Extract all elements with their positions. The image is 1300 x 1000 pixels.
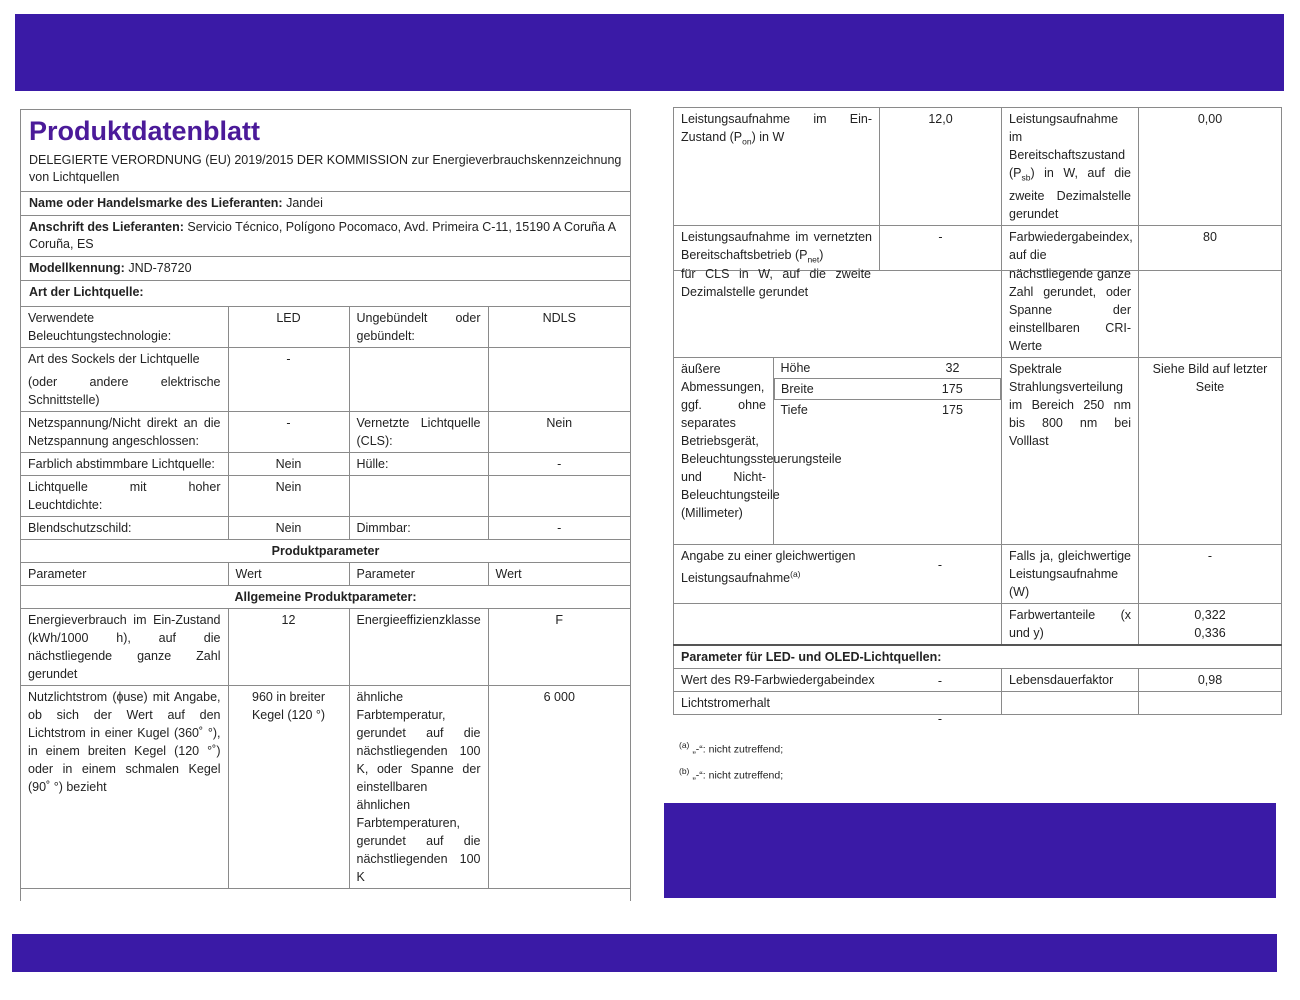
right-banner xyxy=(664,803,1276,898)
row-value: Nein xyxy=(488,412,630,453)
dimension-value: 175 xyxy=(942,403,963,417)
row-label: Energieverbrauch im Ein-Zustand (kWh/1000 h), auf die nächstliegende ganze Zahl gerundet xyxy=(21,609,228,686)
r9-value: - xyxy=(937,674,943,688)
dimension-name: Tiefe xyxy=(780,403,808,417)
model-row xyxy=(21,256,630,280)
row-label: Vernetzte Lichtquelle (CLS): xyxy=(349,412,488,453)
label-text: ) in W, auf die zweite Dezimalstelle gerundet xyxy=(1009,166,1131,221)
section-heading-row xyxy=(21,540,630,563)
row-value xyxy=(488,348,630,412)
footnote xyxy=(679,761,783,787)
row-label xyxy=(674,604,1002,646)
row-label: Farbwiedergabeindex, auf die xyxy=(1002,225,1139,271)
row-label xyxy=(21,348,228,412)
dimensions-subtable xyxy=(774,358,1001,420)
table-row xyxy=(21,609,630,686)
row-label: Spektrale Strahlungsverteilung im Bereich 250 nm bis 800 nm bei Volllast xyxy=(1002,358,1139,545)
row-value: - xyxy=(228,348,349,412)
label-text: ) in W xyxy=(751,130,785,144)
table-row xyxy=(21,412,630,453)
table-row xyxy=(21,348,630,412)
table-row xyxy=(674,263,1282,358)
column-header: Wert xyxy=(228,563,349,586)
footnote xyxy=(679,735,783,761)
row-label-line: Art des Sockels der Lichtquelle xyxy=(28,352,200,366)
light-type-table xyxy=(21,306,630,889)
page-title: Produktdatenblatt xyxy=(29,116,261,146)
address-value: Servicio Técnico, Polígono Pocomaco, Avd. Primeira C-11, 15190 A Coruña A Coruña, ES xyxy=(29,220,616,251)
chroma-x: 0,322 xyxy=(1194,608,1226,622)
table-row xyxy=(21,517,630,540)
row-value: 960 in breiter Kegel (120 °) xyxy=(228,686,349,889)
label-text: Angabe zu einer gleichwertigen Leistungsaufnahme xyxy=(681,549,856,586)
row-value: - xyxy=(488,453,630,476)
label-text: Leistungsaufnahme im Bereitschaftszustand (P xyxy=(1009,112,1126,180)
dimension-name: Höhe xyxy=(780,361,811,375)
table-row xyxy=(674,108,1282,226)
footnote-mark: (a) xyxy=(790,569,801,579)
address-label: Anschrift des Lieferanten: xyxy=(29,220,184,234)
row-label: Nutzlichtstrom (ɸuse) mit Angabe, ob sich der Wert auf den Lichtstrom in einer Kugel (360˚ °), in einem breiten Kegel (120 °˚) oder in einem schmalen Kegel (90˚ °) bezieht xyxy=(21,686,228,889)
dimension-row xyxy=(775,358,1001,379)
table-row xyxy=(674,604,1282,646)
product-datasheet-right-bottom xyxy=(673,263,1282,733)
row-label: Lichtstromerhalt xyxy=(674,692,1002,715)
model-label: Modellkennung: xyxy=(29,261,125,275)
dimensions-values xyxy=(774,358,1002,545)
row-label: Ungebündelt oder gebündelt: xyxy=(349,307,488,348)
row-value: 12,0 xyxy=(880,108,1002,226)
row-label xyxy=(674,545,1002,604)
row-label: Farbwertanteile (x und y) xyxy=(1002,604,1139,646)
row-value: LED xyxy=(228,307,349,348)
product-datasheet-left xyxy=(20,109,631,901)
row-value: Nein xyxy=(228,476,349,517)
dimension-value: 175 xyxy=(904,379,1000,400)
product-datasheet-right-top xyxy=(673,107,1282,264)
row-label: Hülle: xyxy=(349,453,488,476)
model-value: JND-78720 xyxy=(128,261,192,275)
equiv-value: - xyxy=(937,558,943,572)
row-label xyxy=(1002,692,1139,715)
row-label-line: (oder andere elektrische Schnittstelle) xyxy=(28,375,221,407)
dimension-row xyxy=(775,379,1001,400)
row-label: Dimmbar: xyxy=(349,517,488,540)
row-value: 80 xyxy=(1139,225,1282,271)
row-value: - xyxy=(488,517,630,540)
row-label xyxy=(349,348,488,412)
row-value: 0,98 xyxy=(1139,669,1282,692)
parameters-table xyxy=(673,263,1282,715)
light-type-heading xyxy=(21,280,630,306)
table-row xyxy=(21,453,630,476)
row-label: Blendschutzschild: xyxy=(21,517,228,540)
row-label xyxy=(674,263,1002,358)
product-params-heading: Produktparameter xyxy=(21,540,630,563)
row-value: 6 000 xyxy=(488,686,630,889)
row-value: F xyxy=(488,609,630,686)
row-value xyxy=(1139,692,1282,715)
row-value: 12 xyxy=(228,609,349,686)
regulation-subtitle: DELEGIERTE VERORDNUNG (EU) 2019/2015 DER KOMMISSION zur Energieverbrauchskennzeichnung von Lichtquellen xyxy=(29,153,622,184)
row-label xyxy=(674,108,880,226)
label-text: ) xyxy=(819,247,824,262)
row-label: Verwendete Beleuchtungstechnologie: xyxy=(21,307,228,348)
column-header: Wert xyxy=(488,563,630,586)
row-value xyxy=(1139,263,1282,358)
dimension-value: 32 xyxy=(945,361,960,375)
address-row xyxy=(21,215,630,256)
row-label: nächstliegende ganze Zahl gerundet, oder Spanne der einstellbaren CRI-Werte xyxy=(1002,263,1139,358)
row-label: Lichtquelle mit hoher Leuchtdichte: xyxy=(21,476,228,517)
row-value: Nein xyxy=(228,517,349,540)
row-value: - xyxy=(1139,545,1282,604)
label-subscript: on xyxy=(742,136,752,147)
table-row xyxy=(21,686,630,889)
row-label xyxy=(349,476,488,517)
row-value: Nein xyxy=(228,453,349,476)
flux-maintenance-value: - xyxy=(937,712,943,726)
label-subscript: sb xyxy=(1021,172,1031,183)
dimensions-label: äußere Abmessungen, ggf. ohne separates Betriebsgerät, Beleuchtungssteuerungsteile und Nicht-Beleuchtungsteile (Millimeter) xyxy=(674,358,774,545)
row-value: NDLS xyxy=(488,307,630,348)
row-label xyxy=(1002,108,1139,226)
row-value: 0,00 xyxy=(1139,108,1282,226)
footnote-mark: (b) xyxy=(679,765,690,776)
row-label: Farblich abstimmbare Lichtquelle: xyxy=(21,453,228,476)
row-label: Netzspannung/Nicht direkt an die Netzspannung angeschlossen: xyxy=(21,412,228,453)
continued-label: für CLS in W, auf die zweite Dezimalstelle gerundet xyxy=(681,267,871,299)
chroma-y: 0,336 xyxy=(1194,626,1226,640)
footnote-mark: (a) xyxy=(679,740,690,750)
footnotes xyxy=(679,735,783,786)
row-label: Lebensdauerfaktor xyxy=(1002,669,1139,692)
row-label: ähnliche Farbtemperatur, gerundet auf die nächstliegenden 100 K, oder Spanne der einstellbaren ähnlichen Farbtemperaturen, gerundet auf die nächstliegenden 100 K xyxy=(349,686,488,889)
column-header: Parameter xyxy=(349,563,488,586)
power-table xyxy=(673,107,1282,271)
label-subscript: net xyxy=(807,254,820,264)
column-header: Parameter xyxy=(21,563,228,586)
section-heading-row xyxy=(21,586,630,609)
row-value xyxy=(1139,604,1282,646)
supplier-row xyxy=(21,191,630,215)
row-value: - xyxy=(880,225,1002,271)
footnote-text: „-“: nicht zutreffend; xyxy=(692,769,784,781)
row-value: Siehe Bild auf letzter Seite xyxy=(1139,358,1282,545)
table-row xyxy=(21,476,630,517)
row-value: - xyxy=(228,412,349,453)
led-params-heading xyxy=(674,645,1282,669)
section-heading-row xyxy=(674,645,1282,669)
table-row xyxy=(674,358,1282,545)
dimension-name: Breite xyxy=(775,379,905,400)
light-type-heading-text: Art der Lichtquelle: xyxy=(29,285,144,299)
row-label: Falls ja, gleichwertige Leistungsaufnahme (W) xyxy=(1002,545,1139,604)
supplier-value: Jandei xyxy=(286,196,323,210)
dimension-row xyxy=(775,400,1001,421)
led-params-heading-text: Parameter für LED- und OLED-Lichtquellen: xyxy=(681,650,942,664)
label-text: Leistungsaufnahme im Ein-Zustand (P xyxy=(681,112,872,144)
row-value xyxy=(488,476,630,517)
top-banner xyxy=(15,14,1284,91)
column-header-row xyxy=(21,563,630,586)
table-row xyxy=(21,307,630,348)
row-label: Energieeffizienzklasse xyxy=(349,609,488,686)
bottom-banner xyxy=(12,934,1277,972)
footnote-text: „-“: nicht zutreffend; xyxy=(692,743,784,756)
label-text: Leistungsaufnahme im vernetzten Bereitschaftsbetrieb (P xyxy=(681,229,872,262)
label-text: Wert des R9-Farbwiedergabeindex xyxy=(681,673,875,687)
supplier-label: Name oder Handelsmarke des Lieferanten: xyxy=(29,196,283,210)
general-params-heading: Allgemeine Produktparameter: xyxy=(21,586,630,609)
table-row xyxy=(674,545,1282,604)
